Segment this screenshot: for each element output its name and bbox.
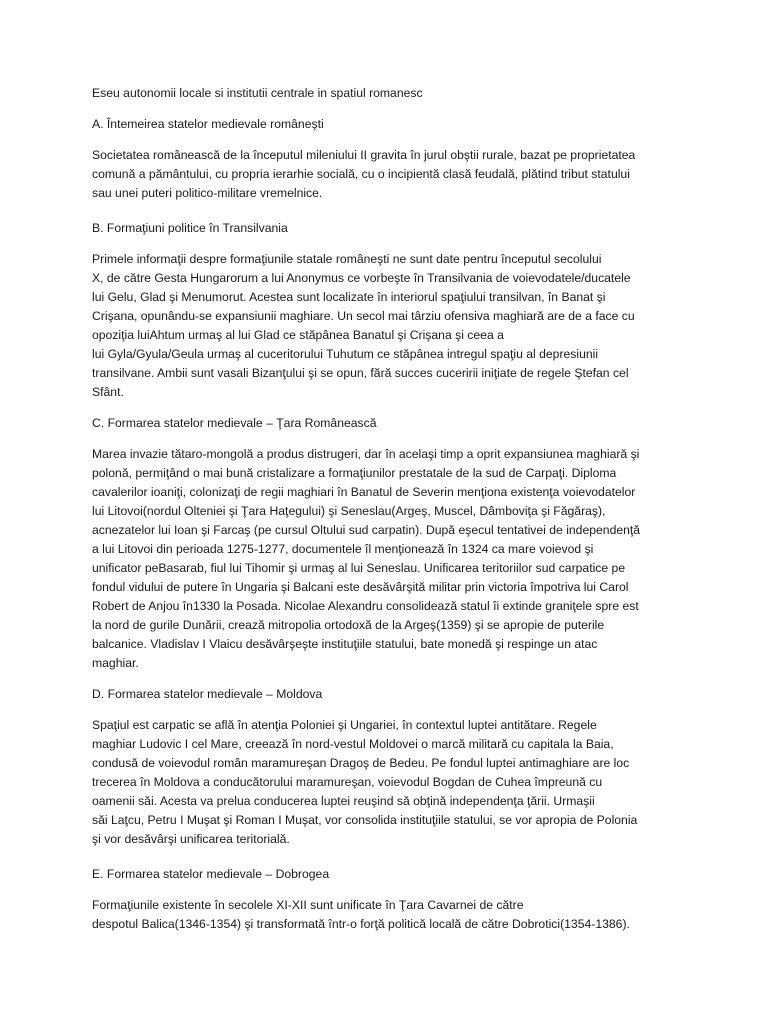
section-d-paragraph: [92, 716, 692, 849]
document-page: [92, 84, 692, 946]
section-c-heading: C. Formarea statelor medievale – Ţara Românească: [92, 416, 377, 430]
text-line: oamenii săi. Acesta va prelua conducerea luptei reuşind să obţină independenţa ţării. Urmaşii: [92, 794, 595, 808]
text-line: lui Gyla/Gyula/Geula urmaş al cuceritorului Tuhutum ce stăpânea intregul spaţiu al depresiunii: [92, 347, 599, 361]
text-line: unificator peBasarab, fiul lui Tihomir şi urmaş al lui Seneslau. Unificarea teritoriilor sud carpatice pe: [92, 561, 626, 575]
text-line: fondul vidului de putere în Ungaria şi Balcani este desăvârşită militar prin victoria împotriva lui Carol: [92, 580, 629, 594]
text-line: lui Litovoi(nordul Olteniei şi Ţara Haţegului) şi Seneslau(Argeş, Muscel, Dâmboviţa şi Făgăraş),: [92, 504, 606, 518]
text-line: balcanice. Vladislav I Vlaicu desăvârşeşte instituţiile statului, bate monedă şi respinge un atac: [92, 637, 598, 651]
section-a-paragraph: [92, 146, 692, 203]
text-line: acnezatelor lui Ioan şi Farcaş (pe cursul Oltului sud carpatin). După eşecul tentativei de independenţă: [92, 523, 641, 537]
section-a-heading: A. Întemeirea statelor medievale româneşti: [92, 117, 324, 131]
text-line: trecerea în Moldova a conducătorului maramureşan, voievodul Bogdan de Cuhea împreună cu: [92, 775, 603, 789]
text-line: Crişana, opunându-se expansiunii maghiare. Un secol mai târziu ofensiva maghiară are de a face cu: [92, 309, 635, 323]
section-e-paragraph: [92, 896, 692, 934]
text-line: lui Gelu, Glad şi Menumorut. Acestea sunt localizate în interiorul spaţiului transilvan, în Banat şi: [92, 290, 606, 304]
text-line: Primele informaţii despre formaţiunile statale româneşti ne sunt date pentru începutul secolului: [92, 252, 602, 266]
section-b-paragraph: [92, 250, 692, 402]
text-line: maghiar.: [92, 656, 139, 670]
text-line: comună a pământului, cu propria ierarhie socială, cu o incipientă clasă feudală, plătind tribut statului: [92, 167, 630, 181]
section-e-heading: E. Formarea statelor medievale – Dobrogea: [92, 867, 330, 881]
text-line: polonă, permiţând o mai bună cristalizare a formaţiunilor prestatale de la sud de Carpaţi. Diploma: [92, 466, 617, 480]
text-line: cavalerilor ioaniţi, colonizaţi de regii maghiari în Banatul de Severin menţiona existenţa voievodatelor: [92, 485, 636, 499]
text-line: la nord de gurile Dunării, crează mitropolia ortodoxă de la Argeş(1359) şi se apropie de puterile: [92, 618, 605, 632]
text-line: maghiar Ludovic I cel Mare, creează în nord-vestul Moldovei o marcă militară cu capitala la Baia,: [92, 737, 614, 751]
text-line: condusă de voievodul român maramureşan Dragoş de Bedeu. Pe fondul luptei antimaghiare are loc: [92, 756, 630, 770]
text-line: X, de către Gesta Hungarorum a lui Anonymus ce vorbeşte în Transilvania de voievodatele/ducatele: [92, 271, 631, 285]
text-line: Robert de Anjou în1330 la Posada. Nicolae Alexandru consolidează statul îi extinde graniţele spre est: [92, 599, 639, 613]
text-line: transilvane. Ambii sunt vasali Bizanţului şi se opun, fără succes cuceririi iniţiate de regele Ştefan cel: [92, 366, 629, 380]
text-line: Formaţiunile existente în secolele XI-XII sunt unificate în Ţara Cavarnei de către: [92, 898, 524, 912]
text-line: Societatea românească de la începutul mileniului II gravita în jurul obştii rurale, bazat pe proprietatea: [92, 148, 636, 162]
text-line: săi Laţcu, Petru I Muşat şi Roman I Muşat, vor consolida instituţiile statului, se vor apropia de Polonia: [92, 813, 638, 827]
section-d-heading: D. Formarea statelor medievale – Moldova: [92, 687, 323, 701]
text-line: sau unei puteri politico-militare vremelnice.: [92, 186, 323, 200]
section-c-paragraph: [92, 445, 692, 673]
text-line: Sfânt.: [92, 385, 124, 399]
text-line: Spaţiul est carpatic se află în atenţia Poloniei şi Ungariei, în contextul luptei antitătare. Regele: [92, 718, 597, 732]
text-line: opoziţia luiAhtum urmaş al lui Glad ce stăpânea Banatul şi Crişana şi ceea a: [92, 328, 504, 342]
section-b-heading: B. Formaţiuni politice în Transilvania: [92, 221, 288, 235]
text-line: despotul Balica(1346-1354) şi transformată într-o forţă politică locală de către Dobrotici(1354-1386).: [92, 917, 630, 931]
text-line: Marea invazie tătaro-mongolă a produs distrugeri, dar în acelaşi timp a oprit expansiunea maghiară şi: [92, 447, 640, 461]
document-title: Eseu autonomii locale si institutii centrale in spatiul romanesc: [92, 86, 423, 100]
text-line: a lui Litovoi din perioada 1275-1277, documentele îl menţionează în 1324 ca mare voievod şi: [92, 542, 594, 556]
text-line: şi vor desăvârşi unificarea teritorială.: [92, 832, 290, 846]
